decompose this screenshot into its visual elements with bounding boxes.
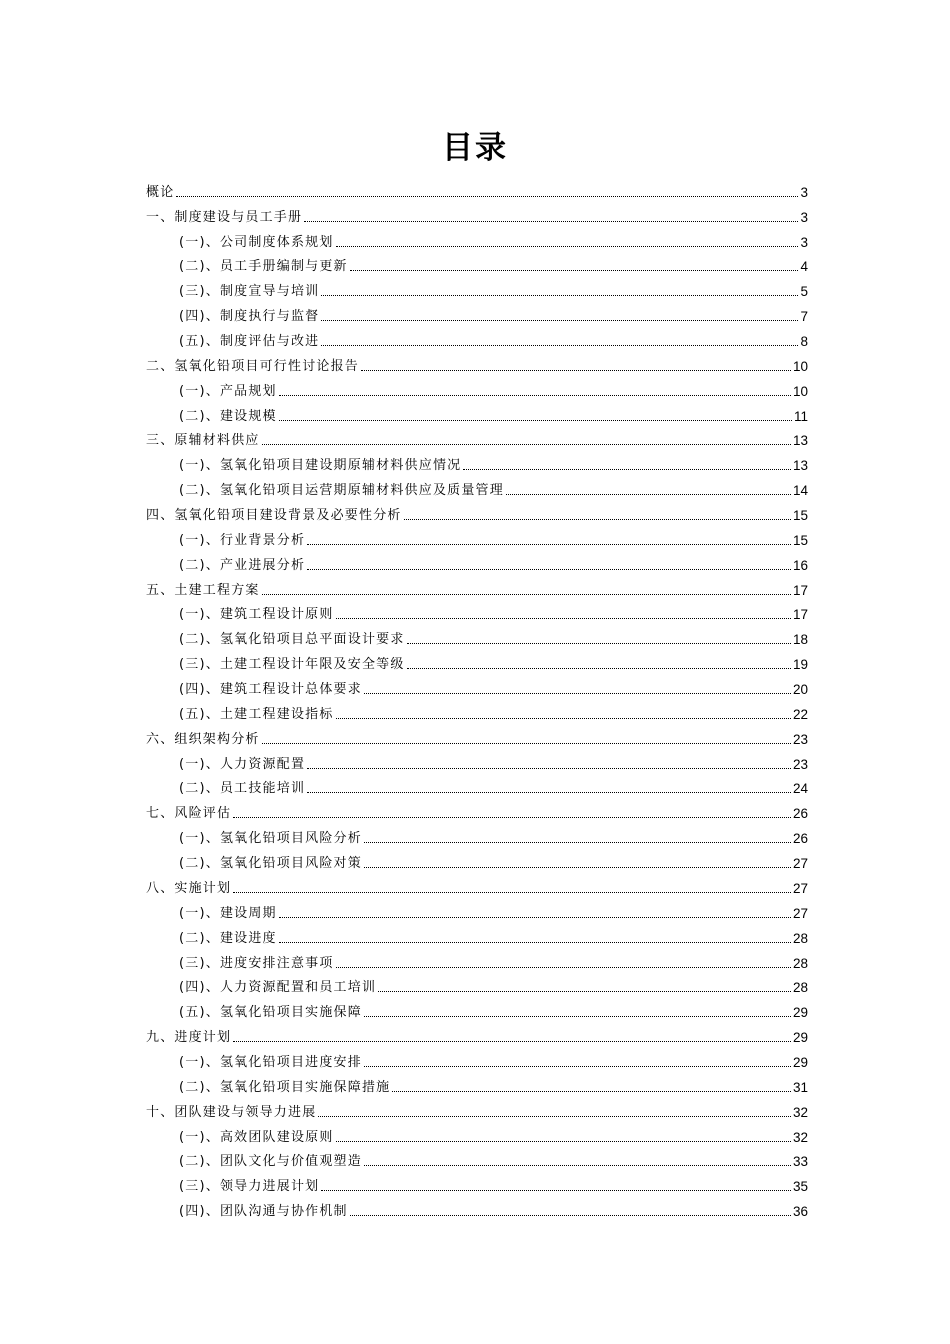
toc-entry-page-number: 4 [800,259,808,275]
toc-entry[interactable] [146,425,808,450]
toc-dot-leader [336,966,791,968]
toc-entry-page-number: 23 [792,731,808,747]
toc-entry[interactable] [146,897,808,922]
toc-entry[interactable] [146,275,808,300]
toc-entry-label: (一)、人力资源配置 [179,756,306,772]
toc-entry-page-number: 7 [800,309,808,325]
toc-dot-leader [307,767,791,769]
toc-entry[interactable] [146,773,808,798]
toc-entry[interactable] [146,922,808,947]
toc-entry[interactable] [146,972,808,997]
toc-entry-page-number: 11 [793,408,808,424]
toc-entry[interactable] [146,1146,808,1171]
toc-entry[interactable] [146,1096,808,1121]
toc-entry[interactable] [146,574,808,599]
toc-entry-label: (二)、氢氧化铅项目风险对策 [179,856,362,872]
toc-dot-leader [233,816,791,818]
page-title: 目录 [442,130,508,166]
toc-entry-page-number: 16 [792,557,808,573]
toc-entry-page-number: 20 [792,682,808,698]
toc-entry-page-number: 18 [792,632,808,648]
toc-dot-leader [321,344,798,346]
toc-entry[interactable] [146,698,808,723]
toc-dot-leader [407,667,791,669]
toc-dot-leader [350,1214,791,1216]
toc-entry-page-number: 13 [792,458,808,474]
toc-entry-label: (二)、建设规模 [179,408,277,424]
toc-entry-page-number: 8 [800,334,808,350]
toc-entry-label: (一)、氢氧化铅项目进度安排 [179,1054,362,1070]
toc-dot-leader [307,791,791,793]
table-of-contents [146,176,808,1220]
toc-dot-leader [307,543,791,545]
toc-entry[interactable] [146,400,808,425]
toc-dot-leader [506,493,791,495]
toc-entry-label: (二)、氢氧化铅项目运营期原辅材料供应及质量管理 [179,483,504,499]
toc-entry-page-number: 36 [792,1204,808,1220]
toc-entry[interactable] [146,449,808,474]
toc-entry-page-number: 26 [792,831,808,847]
toc-entry-page-number: 26 [792,806,808,822]
toc-entry-page-number: 33 [792,1154,808,1170]
toc-dot-leader [304,220,798,222]
toc-entry-page-number: 22 [792,706,808,722]
toc-entry[interactable] [146,201,808,226]
toc-entry-page-number: 28 [792,930,808,946]
toc-entry-label: (一)、高效团队建设原则 [179,1129,334,1145]
toc-entry-page-number: 3 [800,234,808,250]
toc-entry[interactable] [146,251,808,276]
toc-entry[interactable] [146,474,808,499]
toc-entry-page-number: 13 [792,433,808,449]
toc-entry[interactable] [146,1121,808,1146]
toc-entry[interactable] [146,723,808,748]
toc-entry-page-number: 28 [792,980,808,996]
toc-entry-page-number: 3 [800,209,808,225]
toc-entry[interactable] [146,350,808,375]
toc-dot-leader [262,742,791,744]
toc-entry-label: (三)、制度宣导与培训 [179,284,320,300]
toc-dot-leader [378,990,791,992]
toc-entry[interactable] [146,300,808,325]
toc-dot-leader [364,866,791,868]
toc-entry-label: (四)、团队沟通与协作机制 [179,1204,348,1220]
toc-entry[interactable] [146,1195,808,1220]
toc-entry[interactable] [146,996,808,1021]
toc-entry-page-number: 29 [792,1054,808,1070]
toc-dot-leader [279,916,791,918]
toc-entry-label: (五)、氢氧化铅项目实施保障 [179,1005,362,1021]
toc-entry-label: 七、风险评估 [146,806,232,822]
toc-entry-page-number: 32 [792,1129,808,1145]
toc-dot-leader [336,717,791,719]
toc-entry-label: 十、团队建设与领导力进展 [146,1104,317,1120]
toc-entry-page-number: 27 [792,856,808,872]
toc-entry[interactable] [146,1046,808,1071]
toc-entry-label: (一)、氢氧化铅项目建设期原辅材料供应情况 [179,458,462,474]
toc-entry-label: (一)、公司制度体系规划 [179,234,334,250]
toc-entry-label: (二)、氢氧化铅项目实施保障措施 [179,1079,391,1095]
toc-dot-leader [336,1140,791,1142]
toc-entry-label: (一)、建筑工程设计原则 [179,607,334,623]
toc-entry-page-number: 14 [792,483,808,499]
toc-entry-label: (二)、团队文化与价值观塑造 [179,1154,362,1170]
toc-dot-leader [321,294,798,296]
toc-entry[interactable] [146,797,808,822]
toc-dot-leader [279,394,791,396]
toc-dot-leader [336,617,791,619]
toc-entry-page-number: 10 [792,383,808,399]
toc-entry-label: (四)、人力资源配置和员工培训 [179,980,377,996]
toc-dot-leader [364,1015,791,1017]
toc-dot-leader [262,593,791,595]
toc-entry-page-number: 28 [792,955,808,971]
toc-entry-label: 三、原辅材料供应 [146,433,260,449]
toc-dot-leader [176,195,798,197]
toc-entry-label: (一)、氢氧化铅项目风险分析 [179,831,362,847]
toc-entry[interactable] [146,1021,808,1046]
toc-entry-page-number: 27 [792,905,808,921]
toc-dot-leader [350,269,799,271]
toc-entry-label: 五、土建工程方案 [146,582,260,598]
toc-entry-label: (二)、员工技能培训 [179,781,306,797]
toc-entry[interactable] [146,822,808,847]
toc-entry[interactable] [146,226,808,251]
toc-entry[interactable] [146,375,808,400]
toc-entry-page-number: 3 [800,184,808,200]
toc-entry[interactable] [146,947,808,972]
toc-dot-leader [364,1164,791,1166]
toc-entry[interactable] [146,648,808,673]
toc-entry-label: 四、氢氧化铅项目建设背景及必要性分析 [146,508,402,524]
toc-entry[interactable] [146,176,808,201]
toc-entry[interactable] [146,1071,808,1096]
toc-entry-page-number: 32 [792,1104,808,1120]
toc-dot-leader [307,568,791,570]
toc-entry[interactable] [146,847,808,872]
toc-entry-page-number: 10 [792,358,808,374]
toc-dot-leader [279,941,791,943]
toc-entry[interactable] [146,748,808,773]
toc-entry[interactable] [146,499,808,524]
toc-dot-leader [364,1065,791,1067]
toc-entry-label: (二)、建设进度 [179,930,277,946]
toc-entry-page-number: 15 [792,532,808,548]
toc-dot-leader [318,1115,791,1117]
toc-dot-leader [364,841,791,843]
toc-dot-leader [404,518,791,520]
toc-entry-label: (二)、员工手册编制与更新 [179,259,348,275]
toc-entry-label: (五)、制度评估与改进 [179,334,320,350]
toc-entry-label: 二、氢氧化铅项目可行性讨论报告 [146,358,360,374]
toc-entry[interactable] [146,1170,808,1195]
toc-entry-page-number: 29 [792,1030,808,1046]
toc-entry-page-number: 24 [792,781,808,797]
toc-entry-label: 概论 [146,184,175,200]
toc-entry-page-number: 15 [792,508,808,524]
toc-entry-label: 六、组织架构分析 [146,731,260,747]
toc-entry-label: 一、制度建设与员工手册 [146,209,303,225]
toc-entry-label: (二)、产业进展分析 [179,557,306,573]
toc-entry-page-number: 31 [792,1079,808,1095]
toc-entry-page-number: 5 [800,284,808,300]
toc-entry-label: (一)、行业背景分析 [179,532,306,548]
toc-dot-leader [321,1189,791,1191]
toc-entry[interactable] [146,872,808,897]
toc-entry-label: (二)、氢氧化铅项目总平面设计要求 [179,632,405,648]
toc-dot-leader [336,245,799,247]
toc-entry-label: (四)、建筑工程设计总体要求 [179,682,362,698]
toc-entry-label: (四)、制度执行与监督 [179,309,320,325]
toc-dot-leader [233,891,791,893]
toc-entry-label: 八、实施计划 [146,880,232,896]
toc-dot-leader [463,468,791,470]
toc-dot-leader [364,692,791,694]
toc-dot-leader [321,319,798,321]
toc-entry[interactable] [146,599,808,624]
toc-entry-label: (三)、土建工程设计年限及安全等级 [179,657,405,673]
toc-entry[interactable] [146,524,808,549]
toc-entry-label: (五)、土建工程建设指标 [179,706,334,722]
toc-entry-page-number: 19 [792,657,808,673]
toc-entry[interactable] [146,549,808,574]
toc-entry-label: (一)、产品规划 [179,383,277,399]
toc-entry-page-number: 35 [792,1179,808,1195]
toc-entry-page-number: 27 [792,880,808,896]
toc-entry-page-number: 23 [792,756,808,772]
toc-dot-leader [361,369,791,371]
toc-dot-leader [233,1040,791,1042]
toc-dot-leader [279,419,792,421]
toc-dot-leader [262,443,791,445]
toc-entry-page-number: 17 [792,582,808,598]
toc-entry[interactable] [146,623,808,648]
toc-entry[interactable] [146,325,808,350]
toc-dot-leader [392,1090,791,1092]
toc-entry-label: 九、进度计划 [146,1030,232,1046]
toc-entry-label: (三)、进度安排注意事项 [179,955,334,971]
toc-dot-leader [407,642,791,644]
toc-entry-label: (三)、领导力进展计划 [179,1179,320,1195]
toc-entry-label: (一)、建设周期 [179,905,277,921]
toc-entry-page-number: 29 [792,1005,808,1021]
toc-entry-page-number: 17 [792,607,808,623]
toc-entry[interactable] [146,673,808,698]
